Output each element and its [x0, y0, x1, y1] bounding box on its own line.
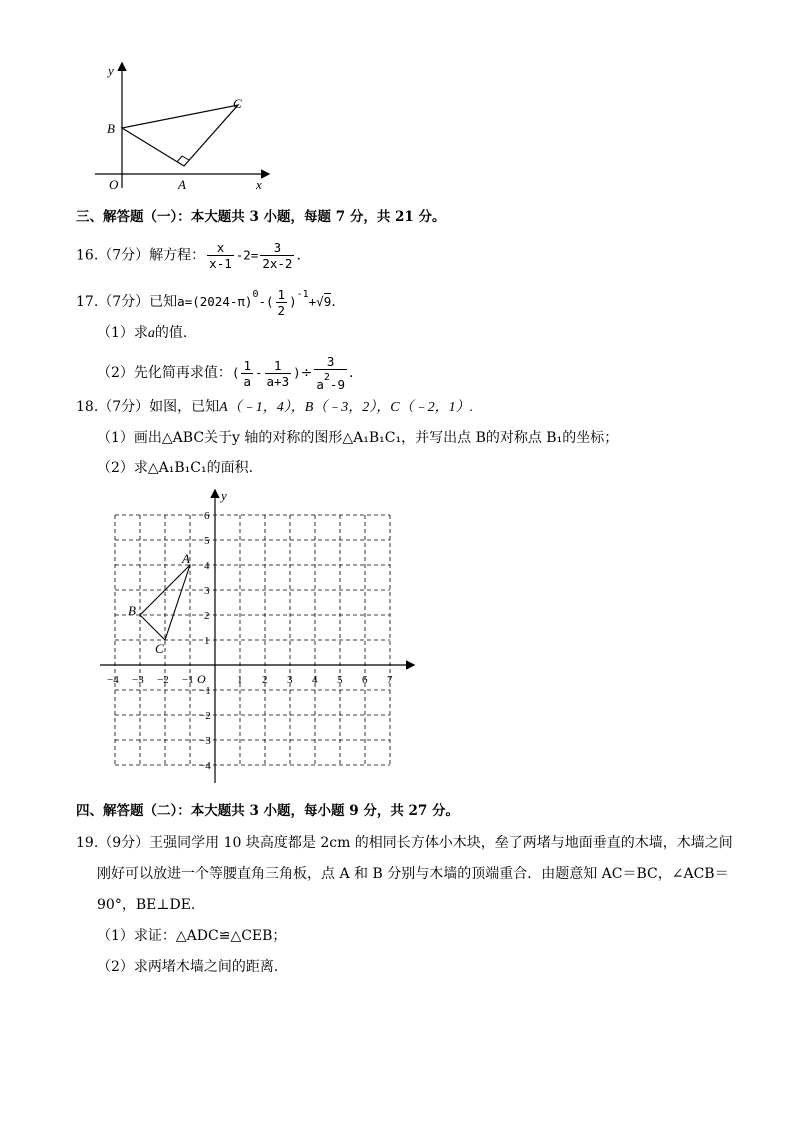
q17-prefix: 17.（7分）已知	[76, 294, 178, 310]
grid-origin-label: O	[197, 672, 206, 686]
q17-end: .	[331, 294, 336, 310]
q17-f2-num: 1	[274, 357, 282, 373]
q18-part1: （1）画出△ABC关于y 轴的对称的图形△A₁B₁C₁，并写出点 B的对称点 B₁的坐标；	[97, 430, 619, 446]
q17-a-eq: a=(2024-π)	[177, 294, 253, 309]
q17-f3-den	[314, 369, 347, 392]
x-tick-label: 7	[387, 674, 393, 686]
section3-heading: 三、解答题（一）：本大题共 3 小题，每题 7 分，共 21 分。	[76, 209, 446, 225]
q16-rhs-den: 2x-2	[262, 256, 293, 271]
figure-triangle-abc	[90, 60, 280, 195]
y-tick-label: 3	[204, 585, 210, 597]
y-tick-label: −1	[199, 685, 211, 697]
q17-f1-num: 1	[243, 357, 251, 373]
fig1-c-label: C	[233, 96, 242, 111]
y-tick-label: −2	[199, 710, 211, 722]
q17-part1-text: （1）求	[97, 325, 148, 341]
q17-f2-den: a+3	[266, 373, 290, 389]
q16-end: .	[296, 247, 301, 264]
fig1-x-label: x	[256, 177, 262, 192]
y-tick-labels	[199, 510, 211, 772]
q17-exp-neg1: -1	[296, 289, 309, 300]
x-tick-label: −1	[182, 674, 194, 686]
q17-f1	[241, 358, 253, 389]
q17-part1	[97, 323, 187, 344]
q16-rhs-fraction	[260, 240, 294, 271]
q17-half-fraction	[276, 287, 288, 318]
x-tick-label: −2	[157, 674, 169, 686]
q17-div: ÷	[300, 365, 313, 381]
section4-heading: 四、解答题（二）：本大题共 3 小题，每小题 9 分，共 27 分。	[76, 803, 460, 819]
q17-radicand: 9	[323, 294, 332, 309]
grid-point-a-label: A	[182, 551, 190, 566]
question-18	[76, 397, 473, 418]
q17-plus: +	[308, 294, 317, 309]
q16-minus2: -2=	[235, 247, 259, 263]
coordinate-grid-figure	[95, 488, 425, 788]
q17-close: )	[289, 294, 297, 309]
x-tick-label: 1	[237, 674, 243, 686]
q17-f3-den-rest: -9	[329, 377, 345, 392]
triangle-bac	[122, 105, 238, 166]
q18-part2: （2）求△A₁B₁C₁的面积.	[97, 460, 254, 476]
dashed-grid	[115, 515, 390, 765]
q16-lhs-fraction	[207, 240, 234, 271]
question-16	[76, 240, 301, 271]
x-tick-labels	[107, 674, 393, 686]
x-tick-label: −3	[132, 674, 144, 686]
q17-exp0: 0	[252, 289, 259, 300]
grid-point-c-label: C	[155, 641, 164, 656]
q19-part1: （1）求证：△ADC≌△CEB；	[97, 928, 287, 944]
q17-half-den: 2	[277, 302, 286, 318]
y-tick-label: 2	[204, 610, 210, 622]
fig1-origin-label: O	[109, 177, 119, 192]
y-tick-label: 5	[204, 535, 210, 547]
q16-lhs-den: x-1	[209, 256, 232, 271]
y-tick-label: 6	[204, 510, 210, 522]
x-tick-label: 4	[312, 674, 318, 686]
y-tick-label: 1	[204, 635, 210, 647]
y-tick-label: 4	[204, 560, 210, 572]
question-17	[76, 285, 336, 318]
q17-sqrt: √9	[316, 294, 332, 309]
fig1-y-label: y	[108, 63, 114, 78]
fig1-b-label: B	[107, 121, 115, 136]
q17-f3-num: 3	[326, 354, 335, 369]
q16-rhs-num: 3	[273, 240, 282, 255]
q17-f2	[265, 358, 292, 389]
right-angle-mark	[177, 156, 189, 162]
q19-part2: （2）求两堵木墙之间的距离.	[97, 959, 279, 975]
q16-lhs-num: x	[216, 240, 225, 255]
q17-part1-var: a	[147, 326, 155, 341]
grid-y-label: y	[221, 488, 227, 503]
q17-part2-text: （2）先化简再求值：	[97, 365, 232, 381]
q19-line3: 90°，BE⊥DE.	[97, 897, 196, 913]
q17-half-num: 1	[277, 286, 286, 302]
q17-minus: -(	[258, 294, 274, 309]
q17-f3-den-base: a	[316, 377, 324, 392]
q17-end2: .	[348, 365, 354, 381]
q16-prefix: 16.（7分）解方程：	[76, 247, 206, 264]
x-tick-label: 3	[287, 674, 293, 686]
x-tick-label: 6	[362, 674, 368, 686]
q17-part1-end: 的值.	[154, 325, 188, 341]
q17-f1-den: a	[243, 373, 251, 389]
x-tick-label: 5	[337, 674, 343, 686]
x-tick-label: −4	[107, 674, 119, 686]
q19-line1: 19.（9分）王强同学用 10 块高度都是 2cm 的相同长方体小木块，垒了两堵与地面垂直的木墙，木墙之间	[76, 835, 733, 851]
grid-point-b-label: B	[128, 603, 136, 618]
fig1-a-label: A	[178, 177, 186, 192]
x-tick-label: 2	[262, 674, 268, 686]
q17-f3	[314, 354, 347, 392]
q18-prefix: 18.（7分）如图，已知	[76, 399, 220, 415]
y-tick-label: −3	[199, 735, 211, 747]
q19-line2: 刚好可以放进一个等腰直角三角板，点 A 和 B 分别与木墙的顶端重合．由题意知 AC＝BC，∠ACB＝	[97, 866, 729, 882]
q18-points: A（﹣1，4），B（﹣3，2），C（﹣2，1）.	[219, 400, 474, 415]
q17-f3-den-exp: 2	[323, 372, 330, 383]
y-tick-label: −4	[199, 760, 211, 772]
q17-part2: （2）先化简再求值：( $\frac{1}{a}$ - $\frac{1}{a+3}$ )÷ $\frac{3}{a^2-9}$ .	[97, 354, 354, 392]
